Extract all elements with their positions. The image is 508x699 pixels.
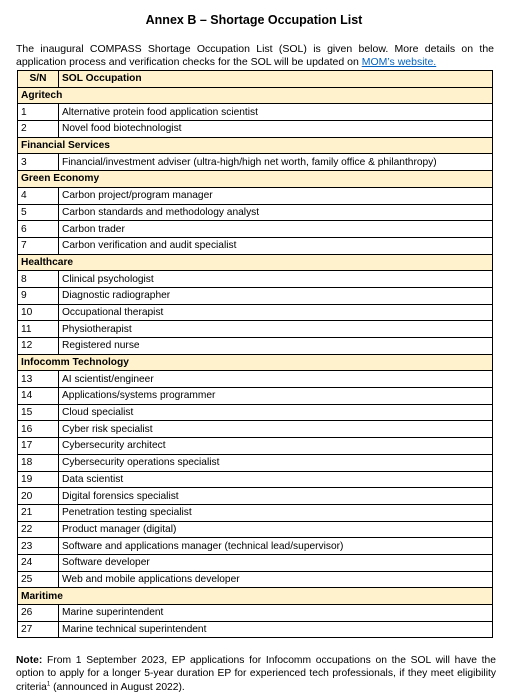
occupation-cell: Applications/systems programmer bbox=[59, 388, 493, 405]
table-row bbox=[18, 471, 493, 488]
category-label: Agritech bbox=[18, 87, 493, 104]
occupation-cell: Penetration testing specialist bbox=[59, 504, 493, 521]
sn-cell: 1 bbox=[18, 104, 59, 121]
sn-cell: 19 bbox=[18, 471, 59, 488]
occupation-cell: Cyber risk specialist bbox=[59, 421, 493, 438]
occupation-cell: Physiotherapist bbox=[59, 321, 493, 338]
intro-paragraph bbox=[16, 43, 494, 69]
sn-cell: 12 bbox=[18, 338, 59, 355]
note-paragraph bbox=[16, 654, 496, 694]
occupation-cell: Cybersecurity operations specialist bbox=[59, 454, 493, 471]
sn-cell: 15 bbox=[18, 404, 59, 421]
table-row bbox=[18, 371, 493, 388]
table-row bbox=[18, 321, 493, 338]
occupation-cell: Novel food biotechnologist bbox=[59, 121, 493, 138]
sol-table-body bbox=[18, 87, 493, 638]
category-row bbox=[18, 254, 493, 271]
sn-cell: 10 bbox=[18, 304, 59, 321]
table-row bbox=[18, 271, 493, 288]
occupation-cell: Carbon project/program manager bbox=[59, 187, 493, 204]
sn-cell: 24 bbox=[18, 554, 59, 571]
table-row bbox=[18, 438, 493, 455]
category-row bbox=[18, 588, 493, 605]
occupation-cell: Registered nurse bbox=[59, 338, 493, 355]
table-row bbox=[18, 554, 493, 571]
table-row bbox=[18, 237, 493, 254]
occupation-cell: Cloud specialist bbox=[59, 404, 493, 421]
occupation-cell: Financial/investment adviser (ultra-high/high net worth, family office & philanthropy) bbox=[59, 154, 493, 171]
occupation-cell: Alternative protein food application scientist bbox=[59, 104, 493, 121]
sn-cell: 13 bbox=[18, 371, 59, 388]
occupation-cell: Diagnostic radiographer bbox=[59, 287, 493, 304]
table-row bbox=[18, 154, 493, 171]
sn-cell: 27 bbox=[18, 621, 59, 638]
sn-cell: 5 bbox=[18, 204, 59, 221]
table-row bbox=[18, 538, 493, 555]
table-row bbox=[18, 221, 493, 238]
sn-cell: 26 bbox=[18, 605, 59, 622]
category-row bbox=[18, 87, 493, 104]
sn-cell: 16 bbox=[18, 421, 59, 438]
sn-cell: 4 bbox=[18, 187, 59, 204]
occupation-cell: Occupational therapist bbox=[59, 304, 493, 321]
sn-cell: 3 bbox=[18, 154, 59, 171]
occupation-cell: Web and mobile applications developer bbox=[59, 571, 493, 588]
category-label: Infocomm Technology bbox=[18, 354, 493, 371]
table-row bbox=[18, 504, 493, 521]
category-label: Healthcare bbox=[18, 254, 493, 271]
table-row bbox=[18, 388, 493, 405]
table-row bbox=[18, 488, 493, 505]
table-row bbox=[18, 204, 493, 221]
occupation-cell: Data scientist bbox=[59, 471, 493, 488]
table-row bbox=[18, 338, 493, 355]
table-row bbox=[18, 287, 493, 304]
table-header-row bbox=[18, 71, 493, 88]
occupation-cell: Carbon standards and methodology analyst bbox=[59, 204, 493, 221]
header-sn: S/N bbox=[18, 71, 59, 88]
sn-cell: 2 bbox=[18, 121, 59, 138]
sn-cell: 11 bbox=[18, 321, 59, 338]
table-row bbox=[18, 571, 493, 588]
category-row bbox=[18, 137, 493, 154]
table-row bbox=[18, 304, 493, 321]
sn-cell: 8 bbox=[18, 271, 59, 288]
intro-text: The inaugural COMPASS Shortage Occupation List (SOL) is given below. More details on the application process and verification checks for the SOL will be updated on bbox=[16, 43, 494, 68]
category-label: Financial Services bbox=[18, 137, 493, 154]
sol-table bbox=[17, 70, 493, 638]
occupation-cell: Marine superintendent bbox=[59, 605, 493, 622]
table-row bbox=[18, 104, 493, 121]
sn-cell: 9 bbox=[18, 287, 59, 304]
occupation-cell: Carbon trader bbox=[59, 221, 493, 238]
sn-cell: 14 bbox=[18, 388, 59, 405]
category-row bbox=[18, 171, 493, 188]
page-title: Annex B – Shortage Occupation List bbox=[145, 13, 363, 27]
table-row bbox=[18, 187, 493, 204]
note-tail: (announced in August 2022). bbox=[50, 681, 185, 693]
occupation-cell: Carbon verification and audit specialist bbox=[59, 237, 493, 254]
sn-cell: 25 bbox=[18, 571, 59, 588]
sn-cell: 23 bbox=[18, 538, 59, 555]
note-label: Note: bbox=[16, 655, 43, 666]
table-row bbox=[18, 454, 493, 471]
table-row bbox=[18, 121, 493, 138]
table-row bbox=[18, 421, 493, 438]
occupation-cell: Digital forensics specialist bbox=[59, 488, 493, 505]
table-row bbox=[18, 621, 493, 638]
category-label: Maritime bbox=[18, 588, 493, 605]
sn-cell: 6 bbox=[18, 221, 59, 238]
mom-website-link[interactable]: MOM’s website. bbox=[361, 56, 437, 68]
header-occupation: SOL Occupation bbox=[59, 71, 493, 88]
occupation-cell: Cybersecurity architect bbox=[59, 438, 493, 455]
table-row bbox=[18, 521, 493, 538]
occupation-cell: Software developer bbox=[59, 554, 493, 571]
sn-cell: 21 bbox=[18, 504, 59, 521]
category-label: Green Economy bbox=[18, 171, 493, 188]
occupation-cell: Product manager (digital) bbox=[59, 521, 493, 538]
sn-cell: 7 bbox=[18, 237, 59, 254]
category-row bbox=[18, 354, 493, 371]
sn-cell: 18 bbox=[18, 454, 59, 471]
table-row bbox=[18, 605, 493, 622]
footnote-mark: 1 bbox=[46, 681, 51, 688]
sn-cell: 22 bbox=[18, 521, 59, 538]
occupation-cell: Marine technical superintendent bbox=[59, 621, 493, 638]
occupation-cell: AI scientist/engineer bbox=[59, 371, 493, 388]
occupation-cell: Clinical psychologist bbox=[59, 271, 493, 288]
sn-cell: 17 bbox=[18, 438, 59, 455]
sn-cell: 20 bbox=[18, 488, 59, 505]
note-text: From 1 September 2023, EP applications for Infocomm occupations on the SOL will have the option to apply for a longer 5-year duration EP for experienced tech professionals, if they meet eligibility criteria bbox=[16, 655, 496, 693]
table-row bbox=[18, 404, 493, 421]
occupation-cell: Software and applications manager (technical lead/supervisor) bbox=[59, 538, 493, 555]
